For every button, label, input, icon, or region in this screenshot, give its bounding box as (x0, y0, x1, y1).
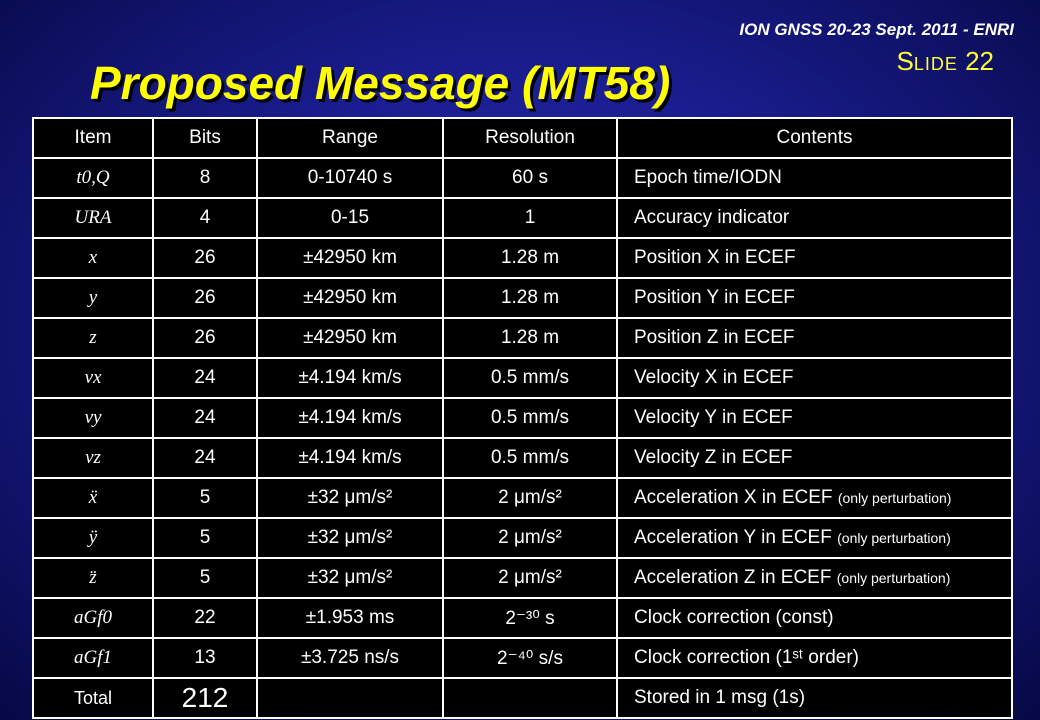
cell-contents-text: Velocity Z in ECEF (634, 447, 793, 468)
cell-item-text: aGf1 (74, 647, 112, 668)
cell-range (257, 558, 443, 598)
conference-label: ION GNSS 20-23 Sept. 2011 - ENRI (739, 20, 1014, 39)
cell-resolution (443, 278, 617, 318)
cell-resolution-text: 1 (524, 207, 536, 228)
cell-item-text: ÿ (88, 527, 98, 548)
cell-item-text: z̈ (89, 567, 97, 588)
cell-range-text: 0-10740 s (307, 167, 393, 188)
table-row (33, 638, 1012, 678)
cell-item-text: x (88, 247, 98, 268)
cell-contents (617, 438, 1012, 478)
cell-resolution-text: 1.28 m (500, 287, 560, 308)
cell-note: (only perturbation) (837, 530, 951, 546)
cell-resolution (443, 238, 617, 278)
table-row (33, 358, 1012, 398)
cell-resolution-text: 0.5 mm/s (490, 407, 570, 428)
cell-range (257, 478, 443, 518)
cell-bits (153, 238, 257, 278)
cell-range-text: ±32 μm/s² (307, 567, 393, 588)
slide-number (896, 46, 994, 77)
cell-contents (617, 358, 1012, 398)
cell-contents-text: Clock correction (1ˢᵗ order) (634, 647, 859, 668)
table-row (33, 278, 1012, 318)
cell-item (33, 478, 153, 518)
table-row (33, 598, 1012, 638)
cell-bits-text: 26 (194, 247, 216, 268)
table-row (33, 478, 1012, 518)
cell-contents (617, 638, 1012, 678)
cell-bits (153, 638, 257, 678)
cell-contents (617, 518, 1012, 558)
cell-range (257, 278, 443, 318)
table-row (33, 438, 1012, 478)
header-range: Range (257, 118, 443, 158)
header-contents: Contents (617, 118, 1012, 158)
cell-bits (153, 598, 257, 638)
cell-range-text: ±1.953 ms (305, 607, 395, 628)
cell-contents-text: Acceleration Y in ECEF (634, 527, 832, 548)
cell-resolution (443, 158, 617, 198)
cell-item (33, 198, 153, 238)
cell-item-text: vz (85, 447, 101, 468)
cell-range-text: ±4.194 km/s (298, 447, 402, 468)
header-bits: Bits (153, 118, 257, 158)
cell-resolution-text: 0.5 mm/s (490, 367, 570, 388)
table-body (33, 158, 1012, 678)
cell-bits (153, 558, 257, 598)
cell-bits (153, 398, 257, 438)
cell-resolution (443, 558, 617, 598)
cell-range (257, 398, 443, 438)
cell-resolution-text: 1.28 m (500, 247, 560, 268)
cell-item (33, 278, 153, 318)
table-row (33, 558, 1012, 598)
cell-item (33, 438, 153, 478)
cell-item-text: vy (84, 407, 102, 428)
table-row (33, 158, 1012, 198)
cell-range (257, 158, 443, 198)
cell-bits-text: 5 (199, 567, 211, 588)
cell-range (257, 638, 443, 678)
cell-bits-text: 5 (199, 527, 211, 548)
cell-contents (617, 558, 1012, 598)
cell-item (33, 238, 153, 278)
cell-note: (only perturbation) (836, 570, 951, 586)
slide-label-cap: S (896, 46, 914, 76)
cell-range-text: ±42950 km (303, 247, 397, 268)
slide-number-value: 22 (965, 46, 994, 76)
cell-bits-text: 24 (194, 367, 216, 388)
cell-item-text: ẍ (88, 487, 98, 508)
cell-contents (617, 198, 1012, 238)
total-range (257, 678, 443, 718)
cell-bits-text: 8 (199, 167, 211, 188)
cell-range-text: 0-15 (330, 207, 370, 228)
cell-bits (153, 518, 257, 558)
cell-range-text: ±42950 km (303, 327, 397, 348)
slide-label-rest: LIDE (913, 54, 958, 74)
cell-item (33, 398, 153, 438)
total-resolution (443, 678, 617, 718)
message-table (32, 117, 1013, 719)
cell-range-text: ±42950 km (303, 287, 397, 308)
cell-contents (617, 598, 1012, 638)
cell-range-text: ±32 μm/s² (307, 487, 393, 508)
table-total-row (33, 678, 1012, 718)
slide-title: Proposed Message (MT58) (90, 57, 671, 109)
cell-bits (153, 318, 257, 358)
cell-bits-text: 26 (194, 287, 216, 308)
cell-resolution-text: 1.28 m (500, 327, 560, 348)
cell-contents (617, 158, 1012, 198)
cell-contents-text: Acceleration X in ECEF (634, 487, 833, 508)
cell-bits-text: 4 (199, 207, 211, 228)
cell-bits-text: 26 (194, 327, 216, 348)
cell-resolution-text: 2 μm/s² (498, 567, 562, 588)
cell-range-text: ±32 μm/s² (307, 527, 393, 548)
cell-resolution (443, 318, 617, 358)
cell-range (257, 198, 443, 238)
cell-bits (153, 478, 257, 518)
cell-item-text: y (88, 287, 98, 308)
cell-bits-text: 5 (199, 487, 211, 508)
cell-range-text: ±3.725 ns/s (300, 647, 400, 668)
cell-contents-text: Velocity X in ECEF (634, 367, 794, 388)
cell-item-text: t0,Q (76, 167, 110, 188)
cell-item (33, 318, 153, 358)
table-header-row (33, 118, 1012, 158)
cell-resolution (443, 638, 617, 678)
cell-bits (153, 158, 257, 198)
cell-item-text: URA (74, 207, 112, 228)
cell-range-text: ±4.194 km/s (298, 367, 402, 388)
cell-bits (153, 278, 257, 318)
table-row (33, 398, 1012, 438)
cell-resolution (443, 198, 617, 238)
cell-resolution (443, 438, 617, 478)
cell-item (33, 598, 153, 638)
cell-bits-text: 24 (194, 447, 216, 468)
cell-resolution (443, 598, 617, 638)
cell-bits (153, 358, 257, 398)
table-row (33, 518, 1012, 558)
cell-resolution-text: 2 μm/s² (498, 487, 562, 508)
cell-contents-text: Position Z in ECEF (634, 327, 795, 348)
cell-contents (617, 398, 1012, 438)
cell-item-text: z (89, 327, 97, 348)
header-resolution: Resolution (443, 118, 617, 158)
cell-resolution-text: 2⁻⁴⁰ s/s (497, 647, 563, 669)
cell-contents (617, 318, 1012, 358)
cell-bits (153, 438, 257, 478)
table-row (33, 198, 1012, 238)
cell-item (33, 558, 153, 598)
cell-note: (only perturbation) (837, 490, 952, 506)
cell-bits-text: 13 (194, 647, 216, 668)
cell-resolution (443, 518, 617, 558)
cell-item-text: vx (84, 367, 102, 388)
cell-range (257, 318, 443, 358)
cell-resolution-text: 60 s (512, 167, 548, 188)
cell-contents-text: Clock correction (const) (634, 607, 834, 628)
total-contents: Stored in 1 msg (1s) (617, 678, 1012, 718)
cell-range (257, 438, 443, 478)
cell-range (257, 238, 443, 278)
total-bits: 212 (153, 678, 257, 718)
cell-contents-text: Velocity Y in ECEF (634, 407, 793, 428)
cell-resolution (443, 478, 617, 518)
cell-contents (617, 478, 1012, 518)
cell-item (33, 358, 153, 398)
cell-range-text: ±4.194 km/s (298, 407, 402, 428)
cell-bits (153, 198, 257, 238)
cell-resolution-text: 0.5 mm/s (490, 447, 570, 468)
header-item: Item (33, 118, 153, 158)
table-row (33, 238, 1012, 278)
total-item: Total (33, 678, 153, 718)
cell-bits-text: 22 (194, 607, 216, 628)
cell-item (33, 638, 153, 678)
table-row (33, 318, 1012, 358)
cell-resolution (443, 398, 617, 438)
cell-item (33, 158, 153, 198)
cell-item (33, 518, 153, 558)
cell-resolution-text: 2⁻³⁰ s (505, 607, 555, 629)
cell-resolution (443, 358, 617, 398)
cell-range (257, 518, 443, 558)
cell-contents-text: Position Y in ECEF (634, 287, 795, 308)
cell-contents-text: Position X in ECEF (634, 247, 796, 268)
cell-contents-text: Epoch time/IODN (634, 167, 782, 188)
cell-bits-text: 24 (194, 407, 216, 428)
cell-contents (617, 278, 1012, 318)
cell-item-text: aGf0 (74, 607, 112, 628)
cell-contents-text: Accuracy indicator (634, 207, 790, 228)
cell-range (257, 358, 443, 398)
cell-range (257, 598, 443, 638)
cell-resolution-text: 2 μm/s² (498, 527, 562, 548)
cell-contents-text: Acceleration Z in ECEF (634, 567, 832, 588)
cell-contents (617, 238, 1012, 278)
